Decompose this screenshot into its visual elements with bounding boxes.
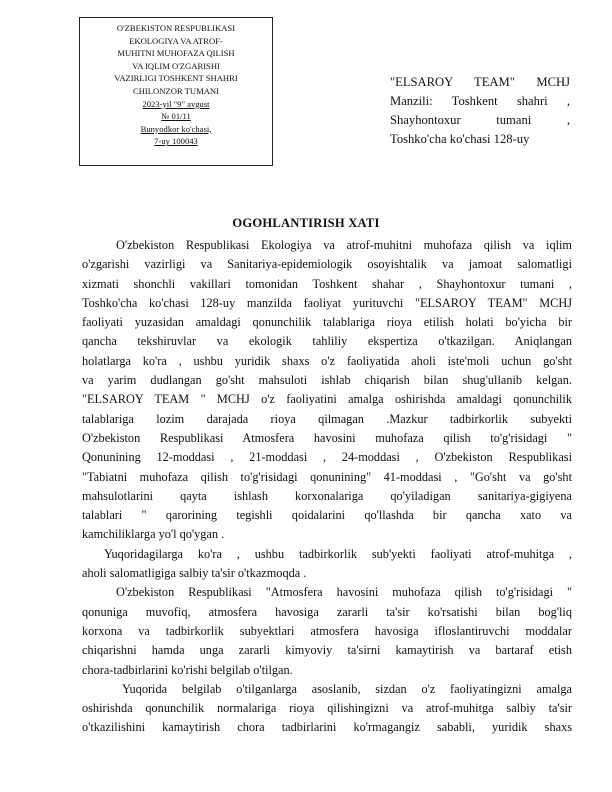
body-line: xizmati shonchli vakillari tomonidan Toshkent shahar , Shayhontoxur tumani , bbox=[82, 276, 572, 291]
recipient-line: Toshko'cha ko'chasi 128-uy bbox=[390, 132, 530, 146]
body-line: chiqarishni hamda unga zararli kimyoviy ta'sirni kamaytirish va bartaraf etish bbox=[82, 643, 572, 658]
body-line: O'zbekiston Respublikasi Ekologiya va atrof-muhitni muhofaza qilish va iqlim bbox=[116, 238, 572, 252]
body-line: faoliyati yuzasidan amaldagi qonunchilik talablariga rioya etilish holati bo'yicha bir bbox=[82, 315, 572, 330]
body-line: "ELSAROY TEAM " MCHJ o'z faoliyatini amalga oshirishda amaldagi qonunchilik bbox=[82, 392, 572, 407]
body-line: korxona va tadbirkorlik subyektlari atmosfera havosiga ifloslantiruvchi moddalar bbox=[82, 623, 572, 638]
body-line: va yarim dudlangan go'sht mahsuloti ishlab chiqarish bilan shug'ullanib kelgan. bbox=[82, 373, 572, 388]
body-line: o'tkazilishini kamaytirish chora tadbirlarini ko'rmagangiz sababli, yuridik shaxs bbox=[82, 720, 572, 735]
stamp-line: CHILONZOR TUMANI bbox=[132, 85, 219, 96]
recipient-line: Manzili: Toshkent shahri , bbox=[390, 94, 570, 108]
recipient-line: Shayhontoxur tumani , bbox=[390, 113, 570, 127]
stamp-date: 2023-yil "9" avgust bbox=[142, 98, 210, 109]
body-line: qancha tekshiruvlar va ekologik tahliliy ekspertiza o'tkazilgan. Aniqlangan bbox=[82, 334, 572, 349]
body-line: aholi salomatligiga salbiy ta'sir o'tkazmoqda . bbox=[82, 566, 307, 581]
body-line: qonuniga muvofiq, atmosfera havosiga zararli ta'sir ko'rsatishi bilan bog'liq bbox=[82, 604, 572, 619]
body-line: Toshko'cha ko'chasi 128-uy manzilda faoliyat yurituvchi "ELSAROY TEAM" MCHJ bbox=[82, 295, 572, 310]
body-line: O'zbekiston Respublikasi Atmosfera havosini muhofaza qilish to'g'risidagi " bbox=[82, 430, 572, 445]
stamp-address-street: Bunyodkor ko'chasi, bbox=[140, 123, 212, 134]
body-line: holatlarga ko'ra , ushbu yuridik shaxs o'z faoliyatida aholi iste'moli uchun go'sht bbox=[82, 353, 572, 368]
letter-title: OGOHLANTIRISH XATI bbox=[232, 216, 380, 230]
stamp-line: MUHITNI MUHOFAZA QILISH bbox=[117, 48, 235, 59]
body-line: Yuqoridagilarga ko'ra , ushbu tadbirkorlik sub'yekti faoliyati atrof-muhitga , bbox=[104, 546, 572, 561]
body-line: kamchiliklarga yo'l qo'ygan . bbox=[82, 527, 225, 542]
stamp-address-postcode: 7-uy 100043 bbox=[154, 136, 198, 147]
recipient-company: "ELSAROY TEAM" MCHJ bbox=[390, 75, 570, 89]
body-line: oshirishda qonunchilik normalariga rioya qilishingizni va atrof-muhitga salbiy ta'sir bbox=[82, 701, 572, 716]
body-line: mahsulotlarini qayta ishlash korxonalariga qo'yiladigan sanitariya-gigiyena bbox=[82, 488, 572, 503]
body-line: "Tabiatni muhofaza qilish to'g'risidagi qonunining" 41-moddasi , "Go'sht va go'sht bbox=[82, 469, 572, 484]
body-line: talablariga lozim darajada rioya qilmagan .Mazkur tadbirkorlik subyekti bbox=[82, 411, 572, 426]
sender-stamp-box bbox=[79, 17, 273, 166]
body-line: talablari " qarorining tegishli qoidalarini qo'llashda bir qancha xato va bbox=[82, 508, 572, 523]
letter-body bbox=[82, 236, 572, 738]
stamp-number: № 01/11 bbox=[161, 111, 191, 122]
stamp-line: VAZIRLIGI TOSHKENT SHAHRI bbox=[114, 73, 238, 84]
body-line: chora-tadbirlarini ko'rishi belgilab o'tilgan. bbox=[82, 662, 293, 677]
recipient-address bbox=[390, 73, 570, 149]
body-line: Yuqorida belgilab o'tilganlarga asoslanib, sizdan o'z faoliyatingizni amalga bbox=[122, 681, 572, 696]
stamp-line: O'ZBEKISTON RESPUBLIKASI bbox=[116, 23, 236, 33]
stamp-line: EKOLOGIYA VA ATROF- bbox=[129, 35, 223, 46]
body-line: O'zbekiston Respublikasi "Atmosfera havosini muhofaza qilish to'g'risidagi " bbox=[116, 585, 572, 600]
body-line: o'zgarishi vazirligi va Sanitariya-epidemiologik osoyishtalik va jamoat salomatligi bbox=[82, 257, 572, 272]
stamp-line: VA IQLIM O'ZGARISHI bbox=[132, 60, 220, 71]
body-line: Qonunining 12-moddasi , 21-moddasi , 24-moddasi , O'zbekiston Respublikasi bbox=[82, 450, 572, 465]
